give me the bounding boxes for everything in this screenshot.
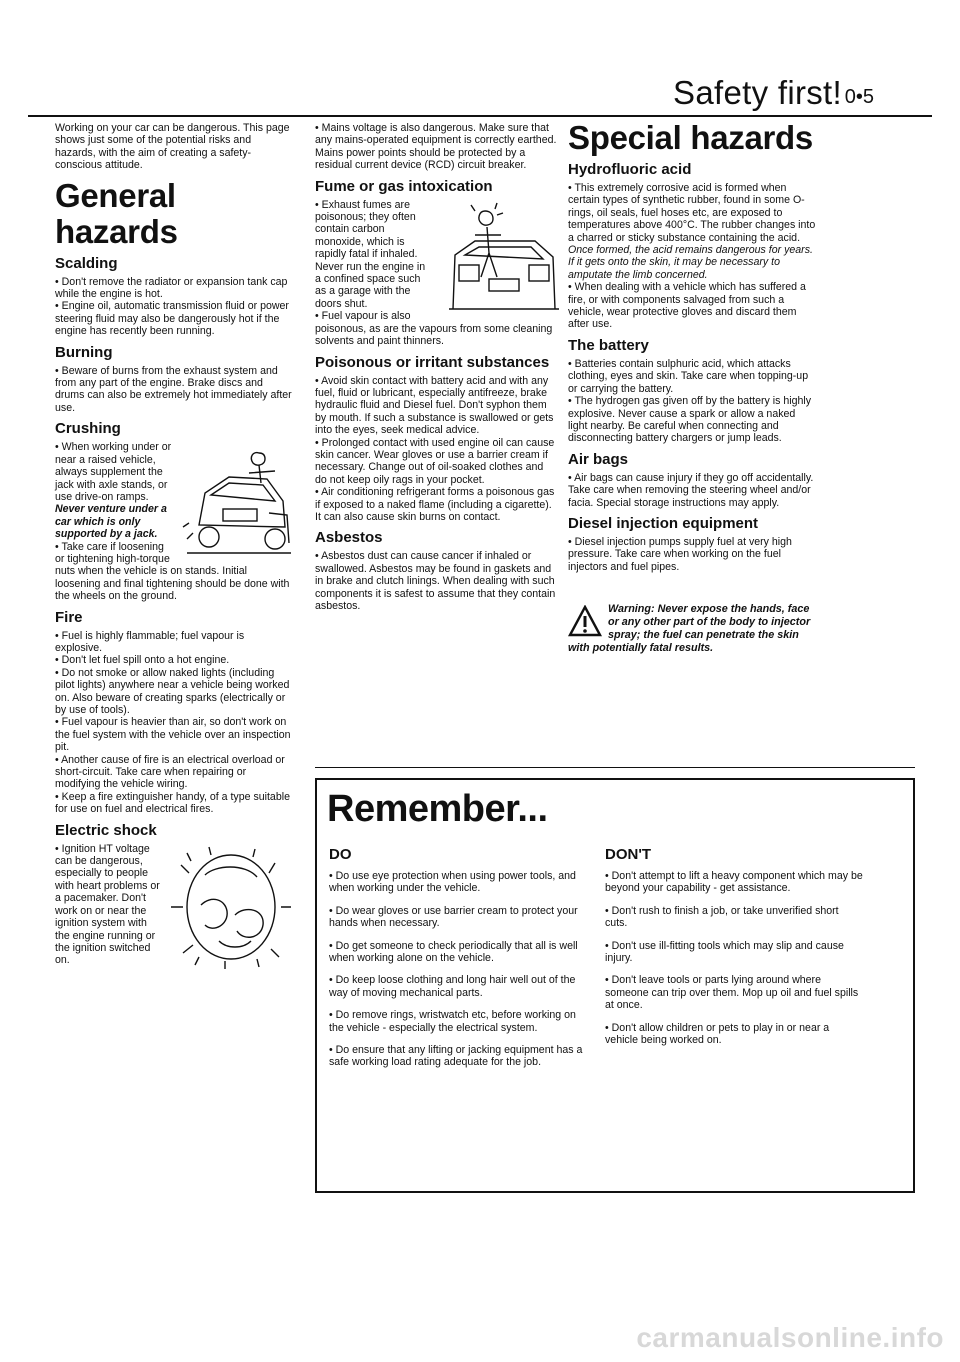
hf-text: • This extremely corrosive acid is formed when certain types of synthetic rubber, found in some O-rings, oil seals, fuel hoses etc, are exposed to temperatures above 400°C. The rubber changes into a charred or sticky substance containing the acid. — [568, 182, 816, 244]
warning-triangle-icon — [568, 605, 602, 637]
electric-shock-illustration — [165, 845, 297, 973]
paragraph: • Batteries contain sulphuric acid, which attacks clothing, eyes and skin. Take care when topping-up or carrying the battery. — [568, 357, 809, 395]
do-column — [329, 846, 587, 1079]
dont-item: • Don't leave tools or parts lying around where someone can trip over them. Mop up oil and fuel spills at once. — [605, 974, 859, 1012]
car-on-jack-illustration — [179, 443, 297, 563]
paragraph: • Exhaust fumes are poisonous; they often contain carbon monoxide, which is rapidly fatal if inhaled. Never run the engine in a confined space such as a garage with the doors shut. — [315, 198, 426, 310]
dont-item: • Don't rush to finish a job, or take unverified short cuts. — [605, 904, 839, 930]
paragraph: • Air conditioning refrigerant forms a poisonous gas if exposed to a naked flame (including a cigarette). It can also cause skin burns on contact. — [315, 486, 555, 523]
section-title-special-hazards: Special hazards — [568, 119, 813, 156]
paragraph: • The hydrogen gas given off by the battery is highly explosive. Never cause a spark or allow a naked light nearby. Be careful when connecting and disconnecting battery chargers or jump leads. — [568, 395, 812, 445]
paragraph: • Avoid skin contact with battery acid and with any fuel, fluid or lubricant, especially antifreeze, brake hydraulic fluid and Diesel fuel. Don't syphon them by mouth. If such a substance is swallowed or gets into the eyes, seek medical advice. — [315, 374, 554, 437]
heading-asbestos: Asbestos — [315, 529, 383, 547]
paragraph: • Keep a fire extinguisher handy, of a type suitable for use on fuel and electrical fires. — [55, 790, 290, 816]
paragraph: • Fuel vapour is also poisonous, as are the vapours from some cleaning solvents and paint thinners. — [315, 310, 553, 348]
page-header — [0, 0, 960, 112]
heading-battery: The battery — [568, 336, 649, 354]
paragraph: • When dealing with a vehicle which has suffered a fire, or with components salvaged from such a vehicle, wear protective gloves and discard them after use. — [568, 281, 806, 331]
dont-item: • Don't allow children or pets to play in or near a vehicle being worked on. — [605, 1021, 830, 1047]
do-heading: DO — [329, 846, 352, 863]
watermark: carmanualsonline.info — [636, 1322, 944, 1353]
paragraph: • Fuel is highly flammable; fuel vapour is explosive. — [55, 629, 245, 654]
heading-burning: Burning — [55, 343, 113, 361]
paragraph: • Prolonged contact with used engine oil can cause skin cancer. Wear gloves or use a barrier cream if necessary. Change out of oil-soaked clothes and do not keep oily rags in your pocket. — [315, 436, 555, 486]
crushing-warning: Never venture under a car which is only supported by a jack. — [55, 503, 167, 541]
paragraph: • Do not smoke or allow naked lights (including pilot lights) anywhere near a vehicle being worked on. Also beware of creating sparks (electrically or by use of tools). — [55, 666, 290, 716]
dont-item: • Don't use ill-fitting tools which may slip and cause injury. — [605, 939, 844, 965]
paragraph: • Take care if loosening or tightening high-torque nuts when the vehicle is on stands. Initial loosening and final tightening should be done with the wheels on the ground. — [55, 540, 290, 603]
hf-italic-text: Once formed, the acid remains dangerous for years. If it gets onto the skin, it may be necessary to amputate the limb concerned. — [568, 244, 813, 281]
warning-text: Warning: Never expose the hands, face or any other part of the body to injector spray; the fuel can penetrate the skin with potentially fatal results. — [568, 603, 811, 655]
do-item: • Do get someone to check periodically that all is well when working alone on the vehicle. — [329, 939, 578, 965]
do-item: • Do wear gloves or use barrier cream to protect your hands when necessary. — [329, 904, 578, 930]
heading-fume-intoxication: Fume or gas intoxication — [315, 177, 493, 195]
heading-air-bags: Air bags — [568, 450, 629, 468]
column-2 — [315, 122, 557, 612]
page-number: 0•5 — [844, 86, 874, 108]
column-1 — [55, 122, 293, 975]
paragraph: • Engine oil, automatic transmission fluid or power steering fluid may also be dangerously hot if the engine has recently been running. — [55, 300, 289, 338]
remember-title: Remember... — [327, 788, 548, 830]
paragraph: • Air bags can cause injury if they go off accidentally. Take care when removing the steering wheel and/or facia. Special storage instructions may apply. — [568, 471, 814, 509]
exhaust-fumes-illustration — [431, 201, 561, 319]
heading-scalding: Scalding — [55, 254, 118, 272]
paragraph: • Another cause of fire is an electrical overload or short-circuit. Take care when repairing or modifying the vehicle wiring. — [55, 753, 285, 791]
paragraph: • Don't let fuel spill onto a hot engine. — [55, 654, 230, 667]
dont-item: • Don't attempt to lift a heavy component which may be beyond your capability - get assistance. — [605, 870, 863, 895]
paragraph: • When working under or near a raised vehicle, always supplement the jack with axle stands, or use drive-on ramps. — [55, 441, 172, 503]
page-title: Safety first! — [673, 74, 842, 111]
paragraph: • Diesel injection pumps supply fuel at very high pressure. Take care when working on the fuel injectors and fuel pipes. — [568, 535, 792, 573]
paragraph: • Beware of burns from the exhaust system and from any part of the engine. Brake discs and drums can also be extremely hot immediately after use. — [55, 364, 292, 414]
do-item: • Do use eye protection when using power tools, and when working under the vehicle. — [329, 870, 576, 895]
dont-column — [605, 846, 863, 1056]
heading-crushing: Crushing — [55, 420, 121, 438]
paragraph: • Asbestos dust can cause cancer if inhaled or swallowed. Asbestos may be found in gaskets and in brake and clutch linings. When dealing with such components it is safest to assume that they contain asbestos. — [315, 550, 556, 612]
intro-text: Working on your car can be dangerous. This page shows just some of the potential risks and hazards, with the aim of creating a safety-conscious attitude. — [55, 122, 290, 172]
paragraph: • Ignition HT voltage can be dangerous, especially to people with heart problems or a pacemaker. Don't work on or near the ignition system with the engine running or the ignition switched on. — [55, 842, 160, 967]
dont-heading: DON'T — [605, 846, 652, 863]
do-item: • Do keep loose clothing and long hair well out of the way of moving mechanical parts. — [329, 974, 576, 999]
paragraph — [568, 182, 816, 281]
heading-poisonous-substances: Poisonous or irritant substances — [315, 353, 550, 371]
injector-warning — [568, 603, 816, 655]
heading-fire: Fire — [55, 608, 83, 626]
heading-hydrofluoric-acid: Hydrofluoric acid — [568, 161, 692, 178]
paragraph: • Don't remove the radiator or expansion tank cap while the engine is hot. — [55, 275, 288, 301]
section-title-general-hazards: General hazards — [55, 176, 178, 250]
remember-top-rule — [315, 767, 915, 768]
column-3 — [568, 119, 816, 655]
remember-box — [315, 778, 915, 1193]
do-item: • Do remove rings, wristwatch etc, before working on the vehicle - especially the electrical system. — [329, 1009, 576, 1034]
heading-diesel-injection: Diesel injection equipment — [568, 514, 759, 532]
paragraph: • Mains voltage is also dangerous. Make sure that any mains-operated equipment is correctly earthed. Mains power points should be protected by a residual current device (RCD) circuit breaker. — [315, 122, 557, 172]
do-item: • Do ensure that any lifting or jacking equipment has a safe working load rating adequate for the job. — [329, 1044, 583, 1069]
paragraph: • Fuel vapour is heavier than air, so don't work on the fuel system with the vehicle over an inspection pit. — [55, 716, 291, 754]
header-rule — [28, 115, 932, 117]
heading-electric-shock: Electric shock — [55, 821, 157, 839]
